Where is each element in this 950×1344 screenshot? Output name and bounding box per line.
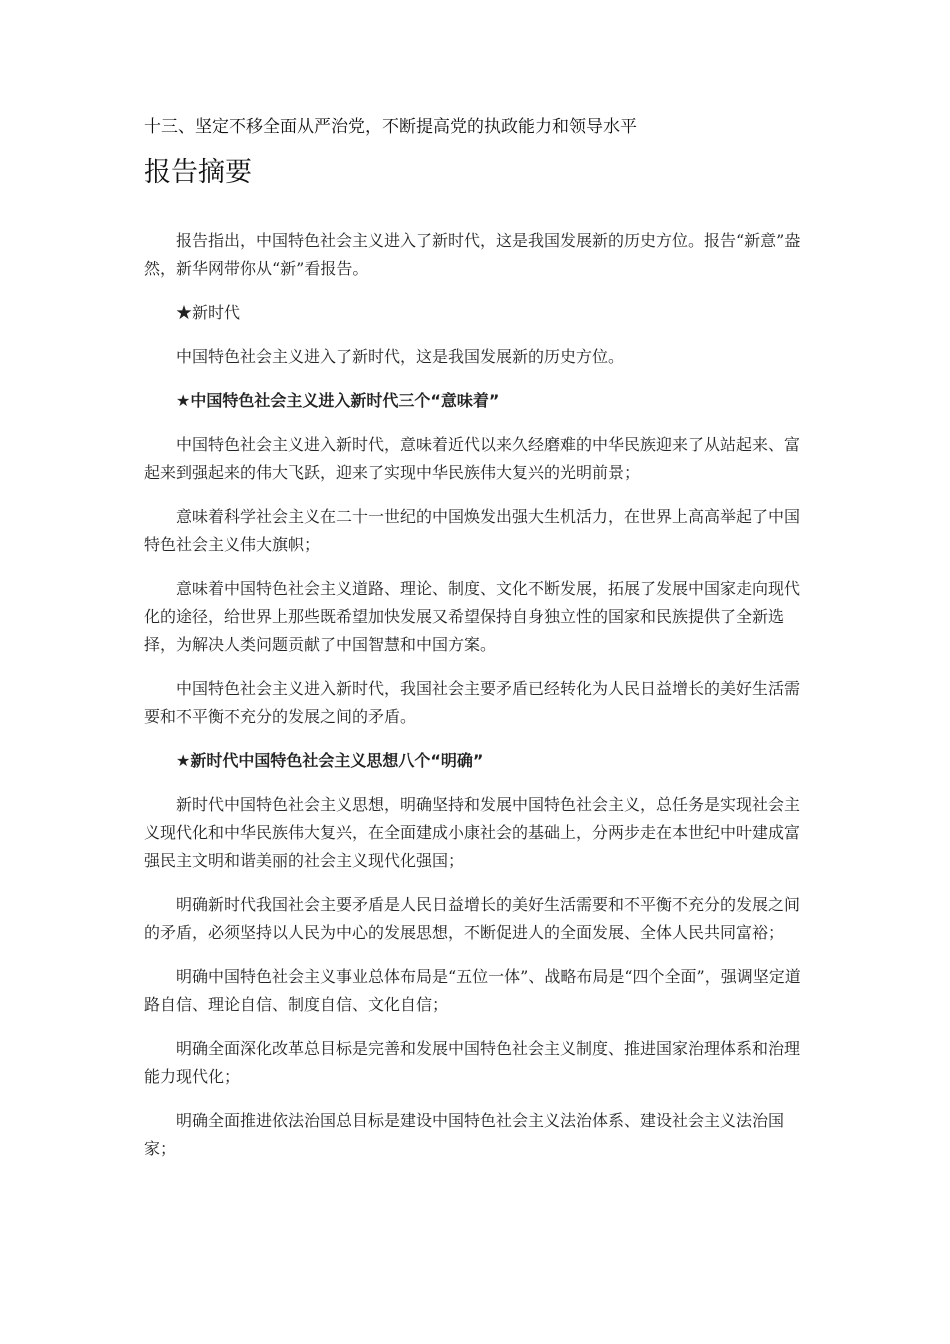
paragraph: 中国特色社会主义进入新时代，我国社会主要矛盾已经转化为人民日益增长的美好生活需要和不平衡不充分的发展之间的矛盾。 xyxy=(144,679,801,726)
paragraph: ★中国特色社会主义进入新时代三个“意味着” xyxy=(176,391,500,410)
body-text xyxy=(144,211,809,1163)
paragraph: 新时代中国特色社会主义思想，明确坚持和发展中国特色社会主义，总任务是实现社会主义现代化和中华民族伟大复兴，在全面建成小康社会的基础上，分两步走在本世纪中叶建成富强民主文明和谐美丽的社会主义现代化强国； xyxy=(144,795,801,870)
paragraph: ★新时代中国特色社会主义思想八个“明确” xyxy=(176,751,484,770)
paragraph: 报告指出，中国特色社会主义进入了新时代，这是我国发展新的历史方位。报告“新意”盎然，新华网带你从“新”看报告。 xyxy=(144,231,801,278)
paragraph: 明确全面深化改革总目标是完善和发展中国特色社会主义制度、推进国家治理体系和治理能力现代化； xyxy=(144,1039,801,1086)
paragraph: ★新时代 xyxy=(176,303,241,322)
paragraph: 明确中国特色社会主义事业总体布局是“五位一体”、战略布局是“四个全面”，强调坚定道路自信、理论自信、制度自信、文化自信； xyxy=(144,967,801,1014)
paragraph: 明确新时代我国社会主要矛盾是人民日益增长的美好生活需要和不平衡不充分的发展之间的矛盾，必须坚持以人民为中心的发展思想，不断促进人的全面发展、全体人民共同富裕； xyxy=(144,895,801,942)
paragraph: 意味着科学社会主义在二十一世纪的中国焕发出强大生机活力，在世界上高高举起了中国特色社会主义伟大旗帜； xyxy=(144,507,801,554)
section-heading: 十三、坚定不移全面从严治党，不断提高党的执政能力和领导水平 xyxy=(144,117,637,137)
paragraph: 意味着中国特色社会主义道路、理论、制度、文化不断发展，拓展了发展中国家走向现代化的途径，给世界上那些既希望加快发展又希望保持自身独立性的国家和民族提供了全新选择，为解决人类问题贡献了中国智慧和中国方案。 xyxy=(144,579,801,654)
paragraph: 明确全面推进依法治国总目标是建设中国特色社会主义法治体系、建设社会主义法治国家； xyxy=(144,1111,785,1158)
document-title: 报告摘要 xyxy=(144,157,252,188)
paragraph: 中国特色社会主义进入新时代，意味着近代以来久经磨难的中华民族迎来了从站起来、富起来到强起来的伟大飞跃，迎来了实现中华民族伟大复兴的光明前景； xyxy=(144,435,801,482)
paragraph: 中国特色社会主义进入了新时代，这是我国发展新的历史方位。 xyxy=(176,347,625,366)
